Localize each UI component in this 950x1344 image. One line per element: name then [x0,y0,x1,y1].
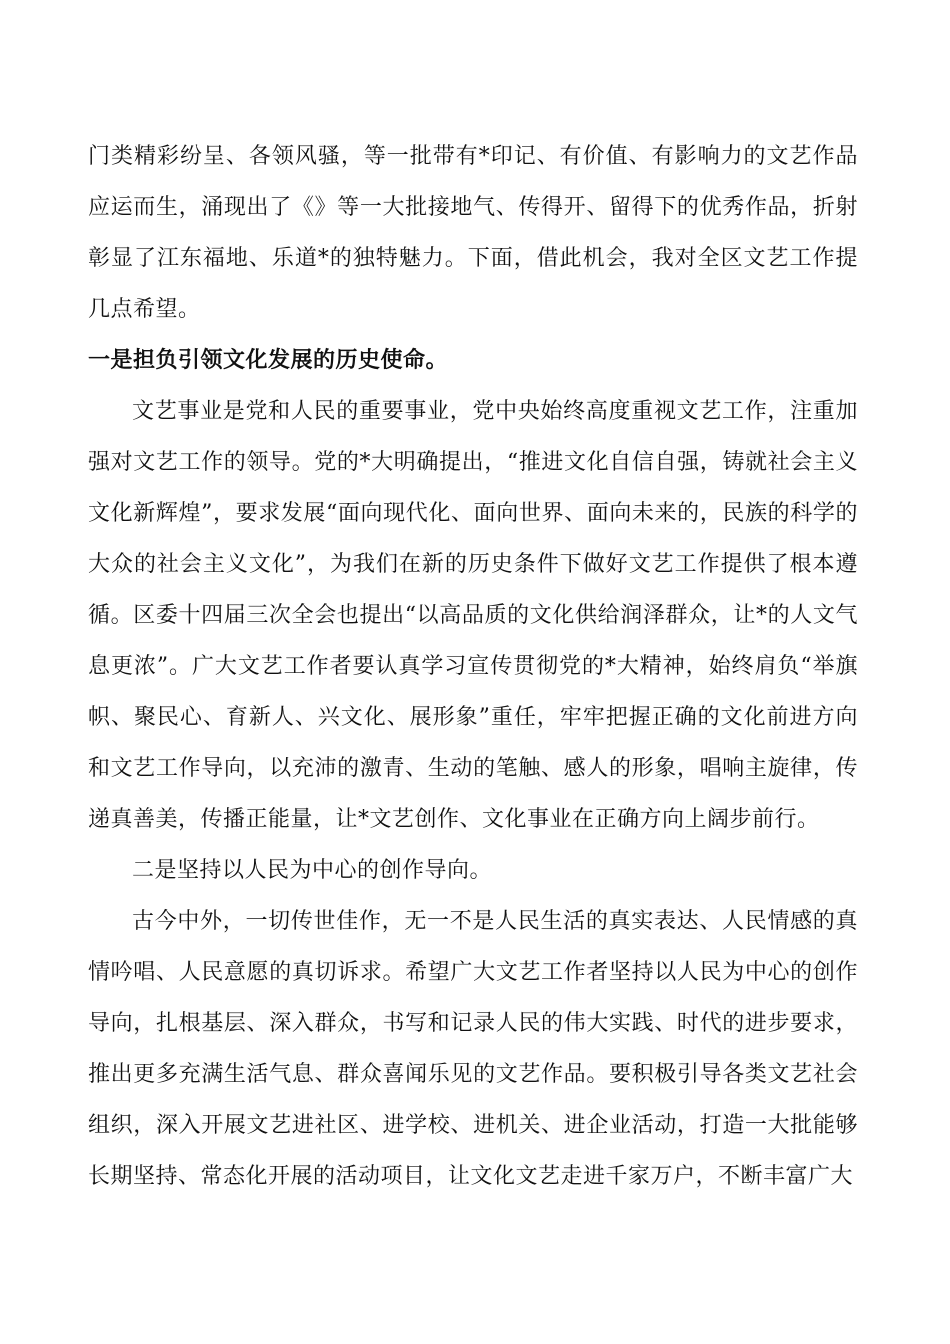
section-heading-2: 二是坚持以人民为中心的创作导向。 [132,858,493,883]
paragraph-section-1: 文艺事业是党和人民的重要事业，党中央始终高度重视文艺工作，注重加强对文艺工作的领导。党的*大明确提出，“推进文化自信自强，铸就社会主义文化新辉煌”，要求发展“面向现代化、面向世界、面向未来的，民族的科学的大众的社会主义文化”，为我们在新的历史条件下做好文艺工作提供了根本遵循。区委十四届三次全会也提出“以高品质的文化供给润泽群众，让*的人文气息更浓”。广大文艺工作者要认真学习宣传贯彻党的*大精神，始终肩负“举旗帜、聚民心、育新人、兴文化、展形象”重任，牢牢把握正确的文化前进方向和文艺工作导向，以充沛的激青、生动的笔触、感人的形象，唱响主旋律，传递真善美，传播正能量，让*文艺创作、文化事业在正确方向上阔步前行。 [88,399,858,832]
document-body [88,131,858,1202]
section-heading-1: 一是担负引领文化发展的历史使命。 [88,348,449,373]
paragraph-intro: 门类精彩纷呈、各领风骚，等一批带有*印记、有价值、有影响力的文艺作品应运而生，涌现出了《》等一大批接地气、传得开、留得下的优秀作品，折射彰显了江东福地、乐道*的独特魅力。下面，借此机会，我对全区文艺工作提几点希望。 [88,144,858,322]
paragraph-section-2: 古今中外，一切传世佳作，无一不是人民生活的真实表达、人民情感的真情吟唱、人民意愿的真切诉求。希望广大文艺工作者坚持以人民为中心的创作导向，扎根基层、深入群众，书写和记录人民的伟大实践、时代的进步要求，推出更多充满生活气息、群众喜闻乐见的文艺作品。要积极引导各类文艺社会组织，深入开展文艺进社区、进学校、进机关、进企业活动，打造一大批能够长期坚持、常态化开展的活动项目，让文化文艺走进千家万户，不断丰富广大 [88,909,858,1189]
